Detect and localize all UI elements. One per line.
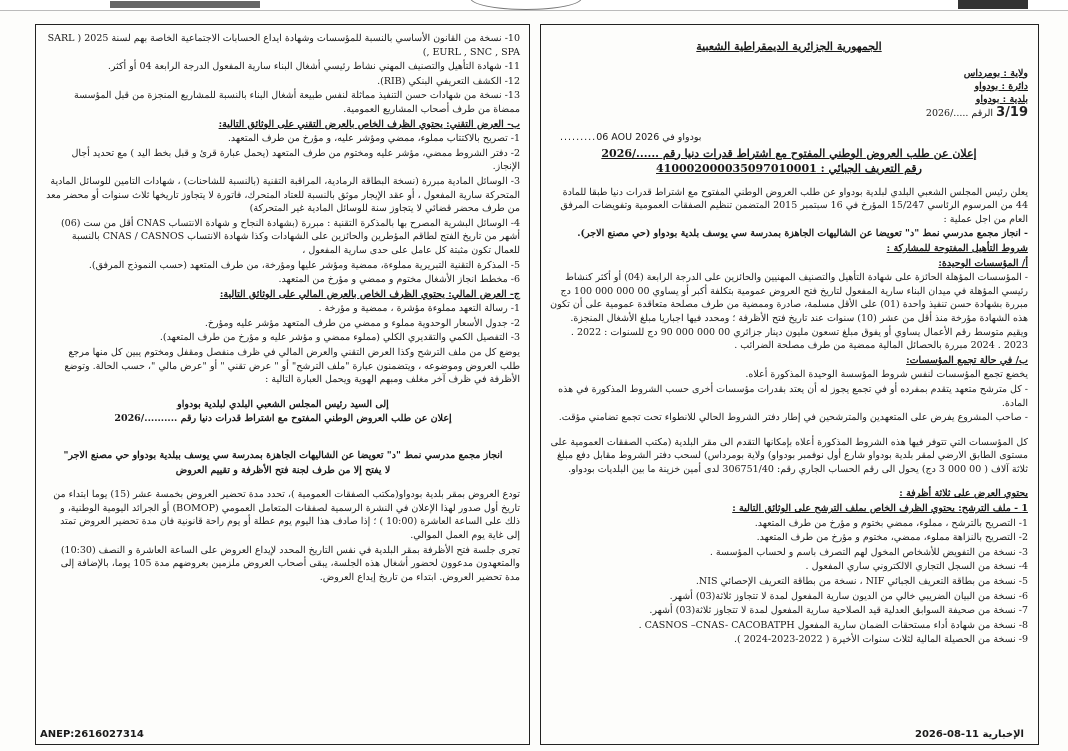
candidature-list-continued — [46, 32, 520, 117]
technical-offer-title: ب- العرض التقني: يحتوي الظرف الخاص بالعرض التقني على الوثائق التالية: — [218, 118, 520, 130]
conditions-a-text: - المؤسسات المؤهلة الحائزة على شهادة التأهيل والتصنيف المهنيين والحائزين على الدرجة الرابعة (04) أو أكثر كنشاط رئيسي المؤهلة في ميدان البناء سارية المفعول لتاريخ فتح العروض عمومية بتكلفة أكبر أو يساوي 00 000 000 100 دج مبررة بشهادة حسن تنفيذ واحدة (01) على الأقل مسلمة، صادرة وممضية من طرف مصلحة متعاقدة عمومية على أن تكون هذه الشهادة مؤرخة منذ أقل من عشر (10) سنوات عند تاريخ فتح الأظرفة ؛ ومحدد فيها اجباريا مبلغ الأشغال المنجزة. ويقيم متوسط رقم الأعمال يساوي أو يفوق مبلغ تسعون مليون دينار جزائري 00 000 000 90 دج للسنوات : 2022 . 2023 . 2024 مبررة بالحصائل المالية ممضية من طرف مصلحة الضرائب . — [550, 272, 1028, 352]
candidature-item: 13- نسخة من شهادات حسن التنفيذ مماثلة لنفس طبيعة أشغال البناء بالنسبة للمشاريع المنجزة من قبل المؤسسة ممضاة من طرف أصحاب المشاريع العمومية. — [73, 90, 520, 115]
wilaya-line: ولاية : بومرداس — [963, 67, 1028, 79]
candidature-item: 10- نسخة من القانون الأساسي بالنسبة للمؤسسات وشهادة ايداع الحسابات الاجتماعية الخاصة بهم لسنة 2025 ( SARL , EURL , SNC , SPA) — [47, 33, 520, 58]
title-line-2: رقم التعريف الجبائي : 410002000035097010001 — [656, 161, 922, 175]
technical-offer-item: 5- المذكرة التقنية التبريرية مملوءة، ممضية ومؤشر عليها ومؤرخة، من طرف المتعهد (حسب النموذج المرفق). — [88, 259, 520, 271]
envelope-address-3: انجاز مجمع مدرسي نمط "د" تعويضا عن الشاليهات الجاهزة بمدرسة سي يوسف ببلدية بودواو حي مصنع الاجر" — [63, 450, 503, 462]
right-column — [550, 32, 1028, 648]
technical-offer-item: 6- مخطط انجاز الأشغال مختوم و ممضي و مؤرخ من المتعهد. — [278, 274, 520, 286]
left-column — [46, 32, 520, 585]
financial-offer-list — [46, 302, 520, 345]
reference-handwritten: 3/19 — [996, 104, 1028, 120]
deposit-paragraph: تودع العروض بمقر بلدية بودواو(مكتب الصفقات العمومية )، تحدد مدة تحضير العروض بخمسة عشر (15) يوما ابتداء من تاريخ أول صدور لهذا الإعلان في النشرة الرسمية لصفقات المتعامل العمومي (BOMOP) أو الجرائد اليومية الوطنية، و ذلك على الساعة العاشرة (10:00 ) ؛ إذا صادف هذا اليوم يوم عطلة أو يوم راحة قانونية فان مدة تحضير العروض تمتد إلى غاية يوم العمل الموالي. — [53, 489, 520, 541]
conditions-title: شروط التأهيل المفتوحة للمشاركة : — [886, 242, 1028, 254]
candidature-item: 5- نسخة من بطاقة التعريف الجبائي NIF ، نسخة من بطاقة التعريف الإحصائي NIS. — [695, 576, 1028, 588]
candidature-item: 12- الكشف التعريفي البنكي (RIB). — [377, 75, 520, 87]
technical-offer-item: 3- الوسائل المادية مبررة (نسخة البطاقة الرمادية، المراقبة التقنية (بالنسبة للشاحنات) ، شهادات التامين للوسائل المادية المتحركة سارية المفعول ، أو عقد الإيجار موثق بالنسبة للعتاد المتحرك، فاتورة لا يتجاوز تاريخها ثلاث سنوات أو محضر معد من طرف محضر قضائي لا يتجاوز سنة للوسائل المادية غير المتحركة) — [46, 175, 520, 215]
anep-reference: ANEP:2616027314 — [40, 729, 144, 740]
operation-line: - انجاز مجمع مدرسي نمط "د" تعويضا عن الشاليهات الجاهزة بمدرسة سي يوسف بلدية بودواو (حي مصنع الاجر). — [577, 228, 1028, 240]
envelope-address-2: إعلان عن طلب العروض الوطني المفتوح مع اشتراط قدرات دنيا رقم ........../2026 — [114, 413, 452, 425]
candidature-item: 8- نسخة من شهادة أداء مستحقات الضمان سارية المفعول CASNOS –CNAS- CACOBATPH . — [638, 619, 1028, 631]
financial-offer-item: 3- التفصيل الكمي والتقديري الكلي (مملوء ممضي و مؤشر عليه و مؤرخ من طرف المتعهد). — [159, 332, 520, 344]
envelope-paragraph: يوضع كل من ملف الترشح وكذا العرض التقني والعرض المالي في ظرف منفصل ومقفل ومختوم يبين كل منها مرجع طلب العروض وموضوعه ، ويتضمنون عبارة "ملف الترشح" أو " عرض تقني " أو "عرض مالي "، حسب الحالة. وتوضع الأظرفة في ظرف آخر مغلف ومبهم الهوية ويحمل العبارة التالية : — [64, 347, 520, 386]
page-header-strip — [0, 0, 1068, 11]
announcement-title — [550, 146, 1028, 176]
candidature-item: 11- شهادة التأهيل والتصنيف المهني نشاط رئيسي أشغال البناء سارية المفعول الدرجة الرابعة 04 أو أكثر. — [107, 61, 520, 73]
candidature-list — [550, 517, 1028, 647]
republic-heading: الجمهورية الجزائرية الديمقراطية الشعبية — [696, 40, 882, 53]
technical-offer-item: 2- دفتر الشروط ممضي، مؤشر عليه ومختوم من طرف المتعهد (يحمل عبارة قرئ و قبل بخط اليد ) مع تحديد أجال الإنجاز. — [71, 147, 520, 173]
intro-paragraph: يعلن رئيس المجلس الشعبي البلدي لبلدية بودواو عن طلب العروض الوطني المفتوح مع اشتراط قدرات دنيا طبقا للمادة 44 من المرسوم الرئاسي 15/247 المؤرخ في 16 سبتمبر 2015 المتضمن تنظيم الصفقات العمومية وتفويضات المرفق العام من اجل عملية : — [560, 186, 1028, 225]
candidature-title: 1 - ملف الترشح: يحتوي الظرف الخاص بملف الترشح على الوثائق التالية : — [732, 503, 1028, 515]
envelope-address-1: إلى السيد رئيس المجلس الشعبي البلدي لبلدية بودواو — [177, 398, 389, 410]
reference-label: الرقم ...../2026 — [925, 107, 994, 119]
conditions-b-title: ب/ في حالة تجمع المؤسسات: — [906, 354, 1028, 366]
candidature-item: 9- نسخة من الحصيلة المالية لثلاث سنوات الأخيرة ( 2022-2023-2024 ). — [733, 634, 1028, 646]
title-line-1: إعلان عن طلب العروض الوطني المفتوح مع اشتراط قدرات دنيا رقم ....../2026 — [601, 146, 977, 160]
candidature-item: 3- نسخة من التفويض للأشخاص المخول لهم التصرف باسم و لحساب المؤسسة . — [709, 546, 1028, 558]
date-field: .........06 AOU 2026 بودواو في — [560, 132, 702, 143]
candidature-item: 4- نسخة من السجل التجاري الالكتروني ساري المفعول . — [805, 561, 1028, 573]
header-logo-arc — [470, 0, 582, 10]
withdraw-paragraph: كل المؤسسات التي تتوفر فيها هذه الشروط المذكورة أعلاه بإمكانها التقدم الى مقر البلدية (مكتب الصفقات العمومية على مستوى الطابق الارضي لمقر بلدية بودواو شارع أول نوفمبر بودواو) ولاية بومرداس) لسحب دفتر الشروط مقابل دفع مبلغ ثلاثة آلاف ( 00 000 3 دج) يحول الى رقم الحساب الجاري رقم: 306751/40 لدى أمين خزينة ما بين البلديات بودواو. — [550, 436, 1028, 475]
daira-line: دائرة : بودواو — [974, 80, 1028, 92]
opening-paragraph: تجرى جلسة فتح الأظرفة بمقر البلدية في نفس التاريخ المحدد لإيداع العروض على الساعة العاشرة و النصف (10:30) والمتعهدون مدعوون لحضور أشغال هذه الجلسة، يبقى أصحاب العروض ملزمين بعروضهم مدة 105 يوما، بالإضافة إلى مدة تحضير العروض. ابتداء من تاريخ إيداع العروض. — [60, 544, 520, 583]
header-text-fragment — [110, 1, 260, 8]
conditions-b-text: يخضع تجمع المؤسسات لنفس شروط المؤسسة الوحيدة المذكورة أعلاه. — [745, 369, 1028, 381]
conditions-a-title: أ/ المؤسسات الوحيدة: — [938, 257, 1028, 269]
date-prefix: بودواو في — [662, 132, 702, 143]
conditions-b-item-2: - صاحب المشروع يفرض على المتعهدين والمترشحين في إطار دفتر الشروط الحالي للانطواء تحت تجمع تضامني مؤقت. — [558, 412, 1028, 424]
date-stamp: 06 AOU 2026 — [596, 132, 660, 143]
technical-offer-item: 4- الوسائل البشرية المصرح بها بالمذكرة التقنية : مبررة (بشهادة النجاح و شهادة الانتساب CNAS أقل من ست (06) أشهر من تاريخ الفتح لطاقم المؤطرين والحائزين على الشهادات وكذا شهادة الانتساب CNAS / CASNOS بالنسبة للعمال تكون مثبتة كل عامل على حدى سارية المفعول ، — [60, 217, 520, 256]
newspaper-date: الإخبارية 11-08-2026 — [915, 729, 1024, 740]
candidature-item: 1- التصريح بالترشح ، مملوء، ممضي بختوم و مؤرخ من طرف المتعهد. — [754, 517, 1028, 529]
financial-offer-title: ج- العرض المالي: يحتوي الظرف الخاص بالعرض المالي على الوثائق التالية: — [219, 288, 520, 300]
conditions-b-item-1: - كل مترشح متعهد يتقدم بمفرده أو في تجمع يجوز له أن يعتد بقدرات مؤسسات أخرى حسب الشروط المذكورة في هذه المادة. — [558, 383, 1028, 409]
technical-offer-item: 1- تصريح بالاكتتاب مملوء، ممضي ومؤشر عليه، و مؤرخ من طرف المتعهد. — [227, 133, 520, 145]
reference-number — [550, 104, 1028, 120]
baladia-line: بلدية : بودواو — [975, 93, 1028, 105]
header-logo — [958, 0, 1028, 9]
envelope-address-4: لا يفتح إلا من طرف لجنة فتح الأظرفة و تقييم العروض — [175, 464, 391, 476]
financial-offer-item: 1- رسالة التعهد مملوءة مؤشرة ، ممضية و مؤرخة . — [318, 303, 520, 315]
contents-title: يحتوي العرض على ثلاثة أظرفة : — [899, 488, 1028, 500]
candidature-item: 2- التصريح بالنزاهة مملوء، ممضي، مختوم و مؤرخ من طرف المتعهد. — [756, 532, 1028, 544]
candidature-item: 6- نسخة من البيان الضريبي خالي من الديون سارية المفعول لمدة لا تتجاوز ثلاثة(03) أشهر. — [669, 590, 1028, 602]
admin-block — [550, 68, 1028, 120]
candidature-item: 7- نسخة من صحيفة السوابق العدلية قيد الصلاحية سارية المفعول لمدة لا تتجاوز ثلاثة(03) أشهر. — [649, 605, 1028, 617]
technical-offer-list — [46, 132, 520, 287]
financial-offer-item: 2- جدول الأسعار الوحدوية مملوء و ممضي من طرف المتعهد مؤشر عليه ومؤرخ. — [204, 317, 520, 329]
